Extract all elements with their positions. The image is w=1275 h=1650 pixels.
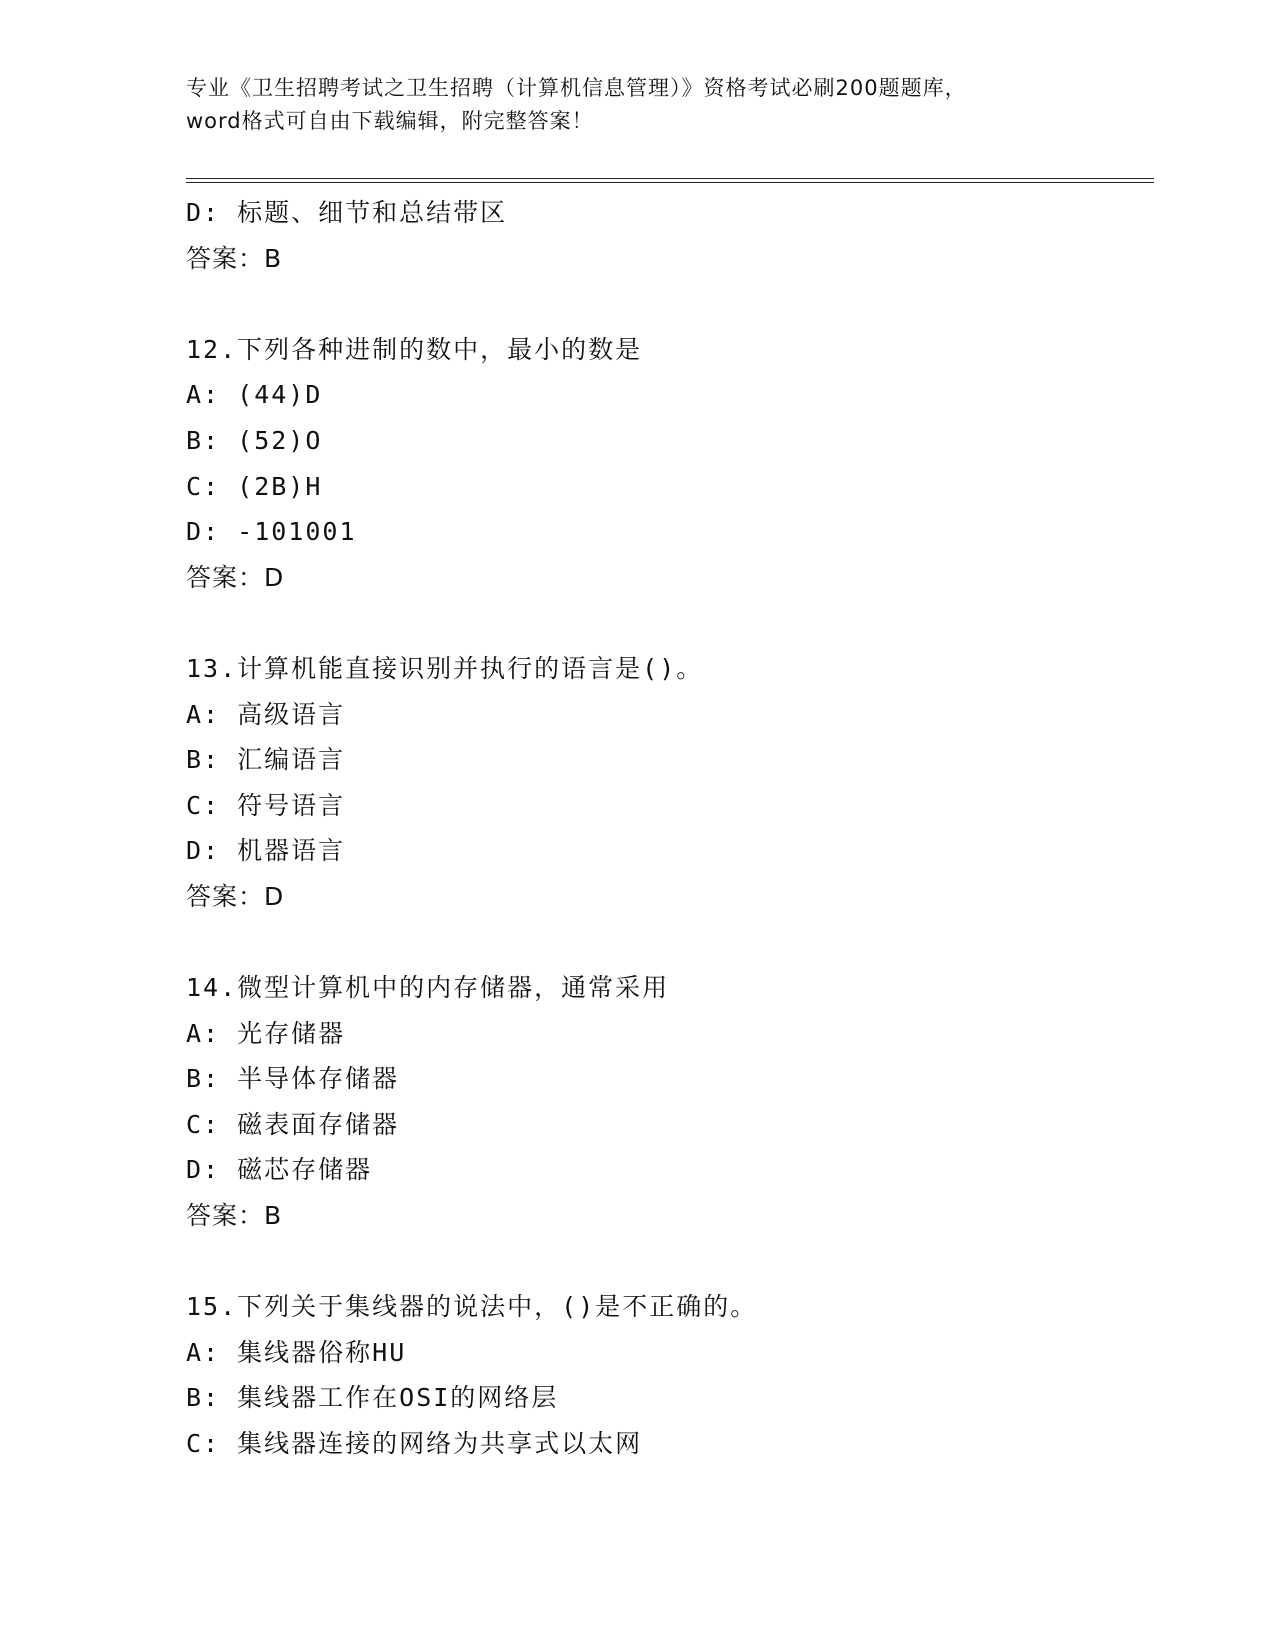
header-title-line1: 专业《卫生招聘考试之卫生招聘（计算机信息管理）》资格考试必刷200题题库， [186,76,967,100]
document-header [186,72,1086,138]
option-a: A: (44)D [186,380,323,410]
option-d: D: 机器语言 [186,836,346,866]
question-list [186,190,1146,1467]
header-rule-top [186,178,1154,179]
answer-line: 答案：D [186,881,285,911]
option-c: C: (2B)H [186,471,323,501]
spacer [186,1239,1146,1285]
option-a: A: 高级语言 [186,699,346,729]
question-stem: 13.计算机能直接识别并执行的语言是()。 [186,653,704,683]
spacer [186,600,1146,646]
question-13 [186,646,1146,920]
option-d: D: -101001 [186,517,357,547]
answer-line: 答案：B [186,1201,283,1231]
option-b: B: 集线器工作在OSI的网络层 [186,1383,559,1413]
option-b: B: 半导体存储器 [186,1064,400,1094]
question-stem: 14.微型计算机中的内存储器，通常采用 [186,973,670,1003]
option-d: D: 标题、细节和总结带区 [186,198,508,227]
question-stem: 12.下列各种进制的数中，最小的数是 [186,334,643,364]
option-b: B: (52)O [186,425,323,455]
header-title-line2: word格式可自由下载编辑，附完整答案！ [186,109,594,133]
option-d: D: 磁芯存储器 [186,1155,373,1185]
option-a: A: 集线器俗称HU [186,1337,407,1367]
question-12 [186,327,1146,601]
question-14 [186,965,1146,1239]
option-c: C: 磁表面存储器 [186,1109,400,1139]
option-c: C: 集线器连接的网络为共享式以太网 [186,1429,643,1459]
question-15 [186,1284,1146,1466]
answer-line: 答案：D [186,562,285,592]
spacer [186,920,1146,966]
option-a: A: 光存储器 [186,1018,346,1048]
question-stem: 15.下列关于集线器的说法中，()是不正确的。 [186,1292,758,1322]
answer-line: 答案：B [186,243,283,273]
header-rule-bottom [186,182,1154,183]
option-b: B: 汇编语言 [186,745,346,775]
option-c: C: 符号语言 [186,790,346,820]
spacer [186,281,1146,327]
